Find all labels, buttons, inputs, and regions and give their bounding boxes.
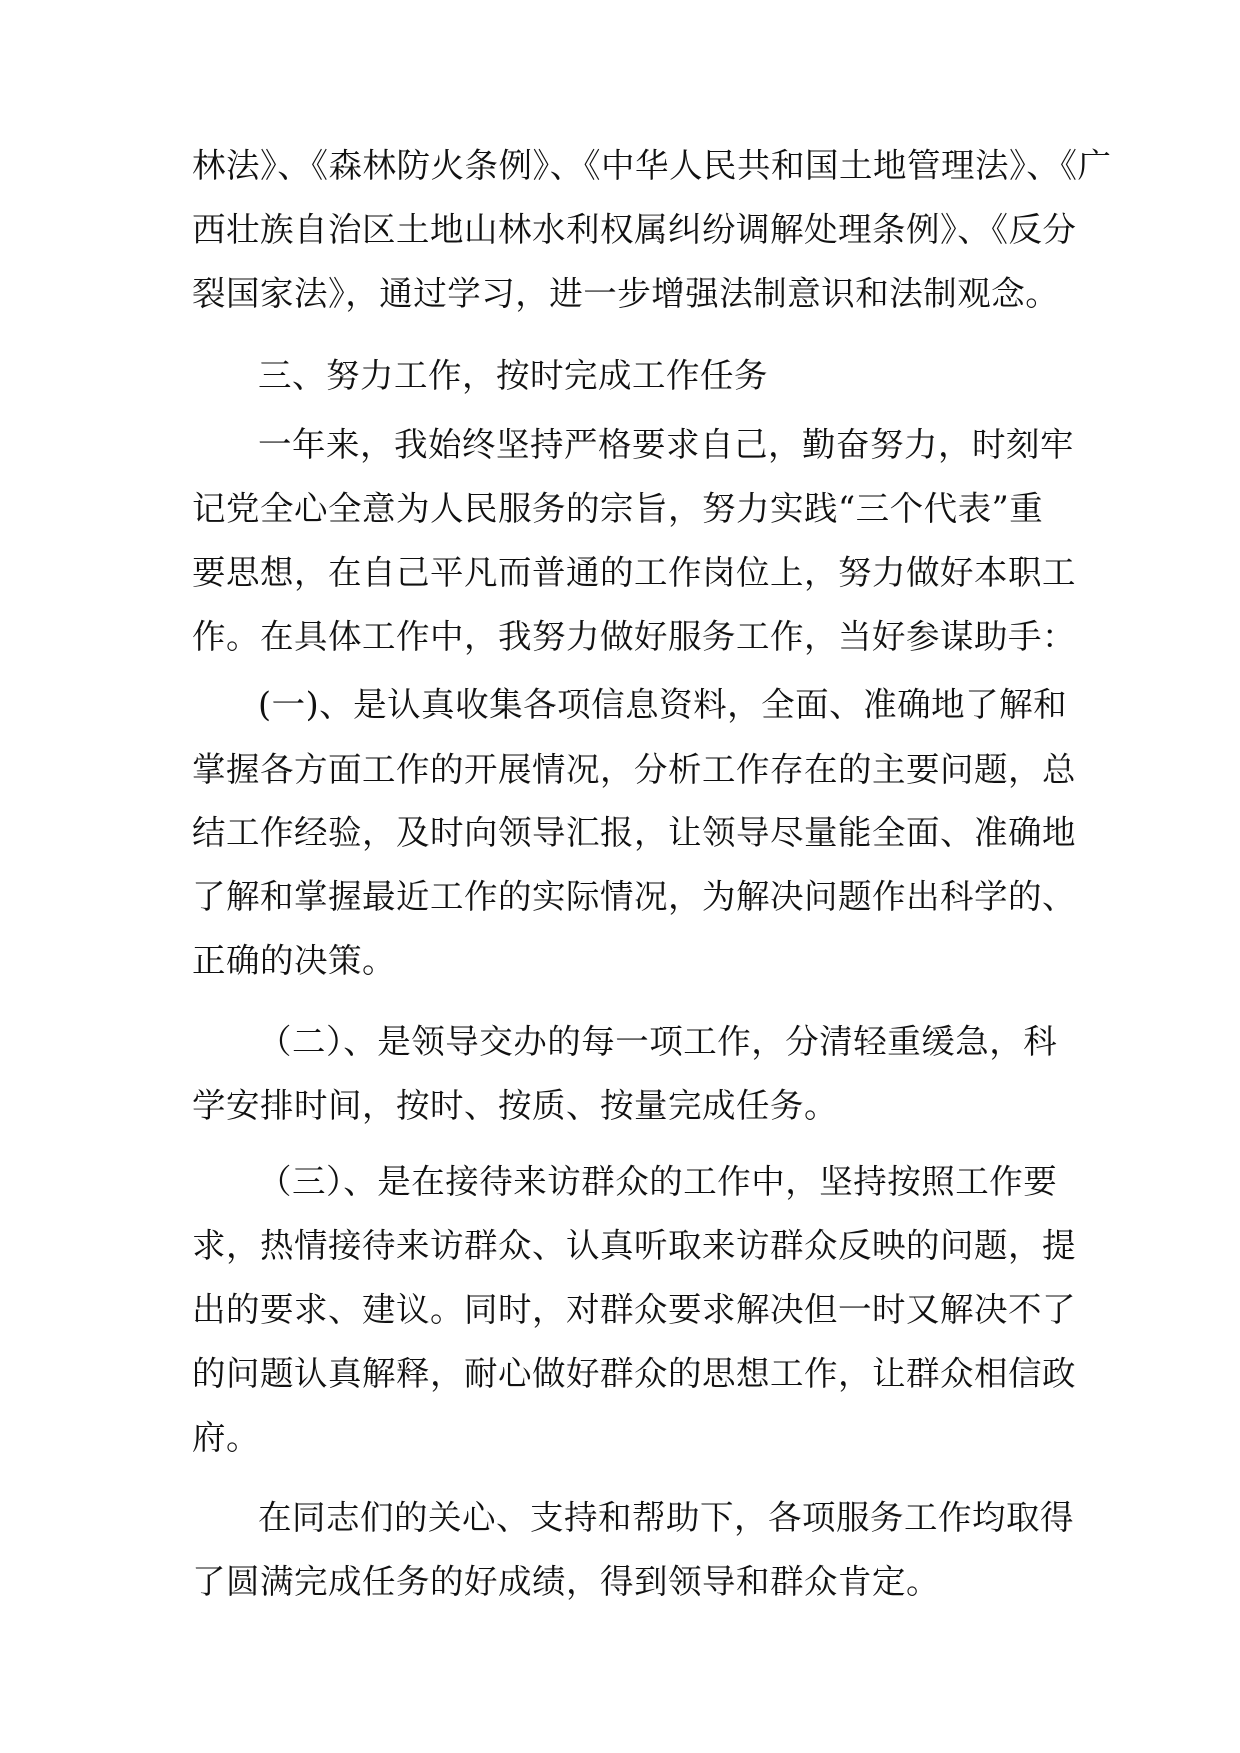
text-line: 了解和掌握最近工作的实际情况，为解决问题作出科学的、: [192, 877, 1076, 916]
text-line: 正确的决策。: [192, 941, 396, 980]
text-line: 在同志们的关心、支持和帮助下，各项服务工作均取得: [258, 1498, 1074, 1537]
section-heading: 三、努力工作，按时完成工作任务: [258, 356, 768, 395]
text-line: 记党全心全意为人民服务的宗旨，努力实践“三个代表”重: [192, 489, 1044, 528]
text-line: （二）、是领导交办的每一项工作，分清轻重缓急，科: [258, 1022, 1058, 1061]
text-line: 了圆满完成任务的好成绩，得到领导和群众肯定。: [192, 1562, 940, 1601]
text-line: 府。: [192, 1418, 260, 1457]
text-line: 结工作经验，及时向领导汇报，让领导尽量能全面、准确地: [192, 813, 1076, 852]
text-line: （三）、是在接待来访群众的工作中，坚持按照工作要: [258, 1162, 1058, 1201]
text-line: 出的要求、建议。同时，对群众要求解决但一时又解决不了: [192, 1290, 1076, 1329]
text-line: 的问题认真解释，耐心做好群众的思想工作，让群众相信政: [192, 1354, 1076, 1393]
text-line: 要思想，在自己平凡而普通的工作岗位上，努力做好本职工: [192, 553, 1076, 592]
text-line: 求，热情接待来访群众、认真听取来访群众反映的问题，提: [192, 1226, 1076, 1265]
text-line: 林法》、《森林防火条例》、《中华人民共和国土地管理法》、《广: [192, 146, 1112, 185]
text-line: 裂国家法》，通过学习，进一步增强法制意识和法制观念。: [192, 274, 1060, 313]
text-line: (一)、是认真收集各项信息资料，全面、准确地了解和: [258, 685, 1068, 724]
text-line: 一年来，我始终坚持严格要求自己，勤奋努力，时刻牢: [258, 425, 1074, 464]
text-line: 作。在具体工作中，我努力做好服务工作，当好参谋助手：: [192, 617, 1076, 656]
text-line: 掌握各方面工作的开展情况，分析工作存在的主要问题，总: [192, 750, 1076, 789]
text-line: 学安排时间，按时、按质、按量完成任务。: [192, 1086, 838, 1125]
text-line: 西壮族自治区土地山林水利权属纠纷调解处理条例》、《反分: [192, 210, 1077, 249]
